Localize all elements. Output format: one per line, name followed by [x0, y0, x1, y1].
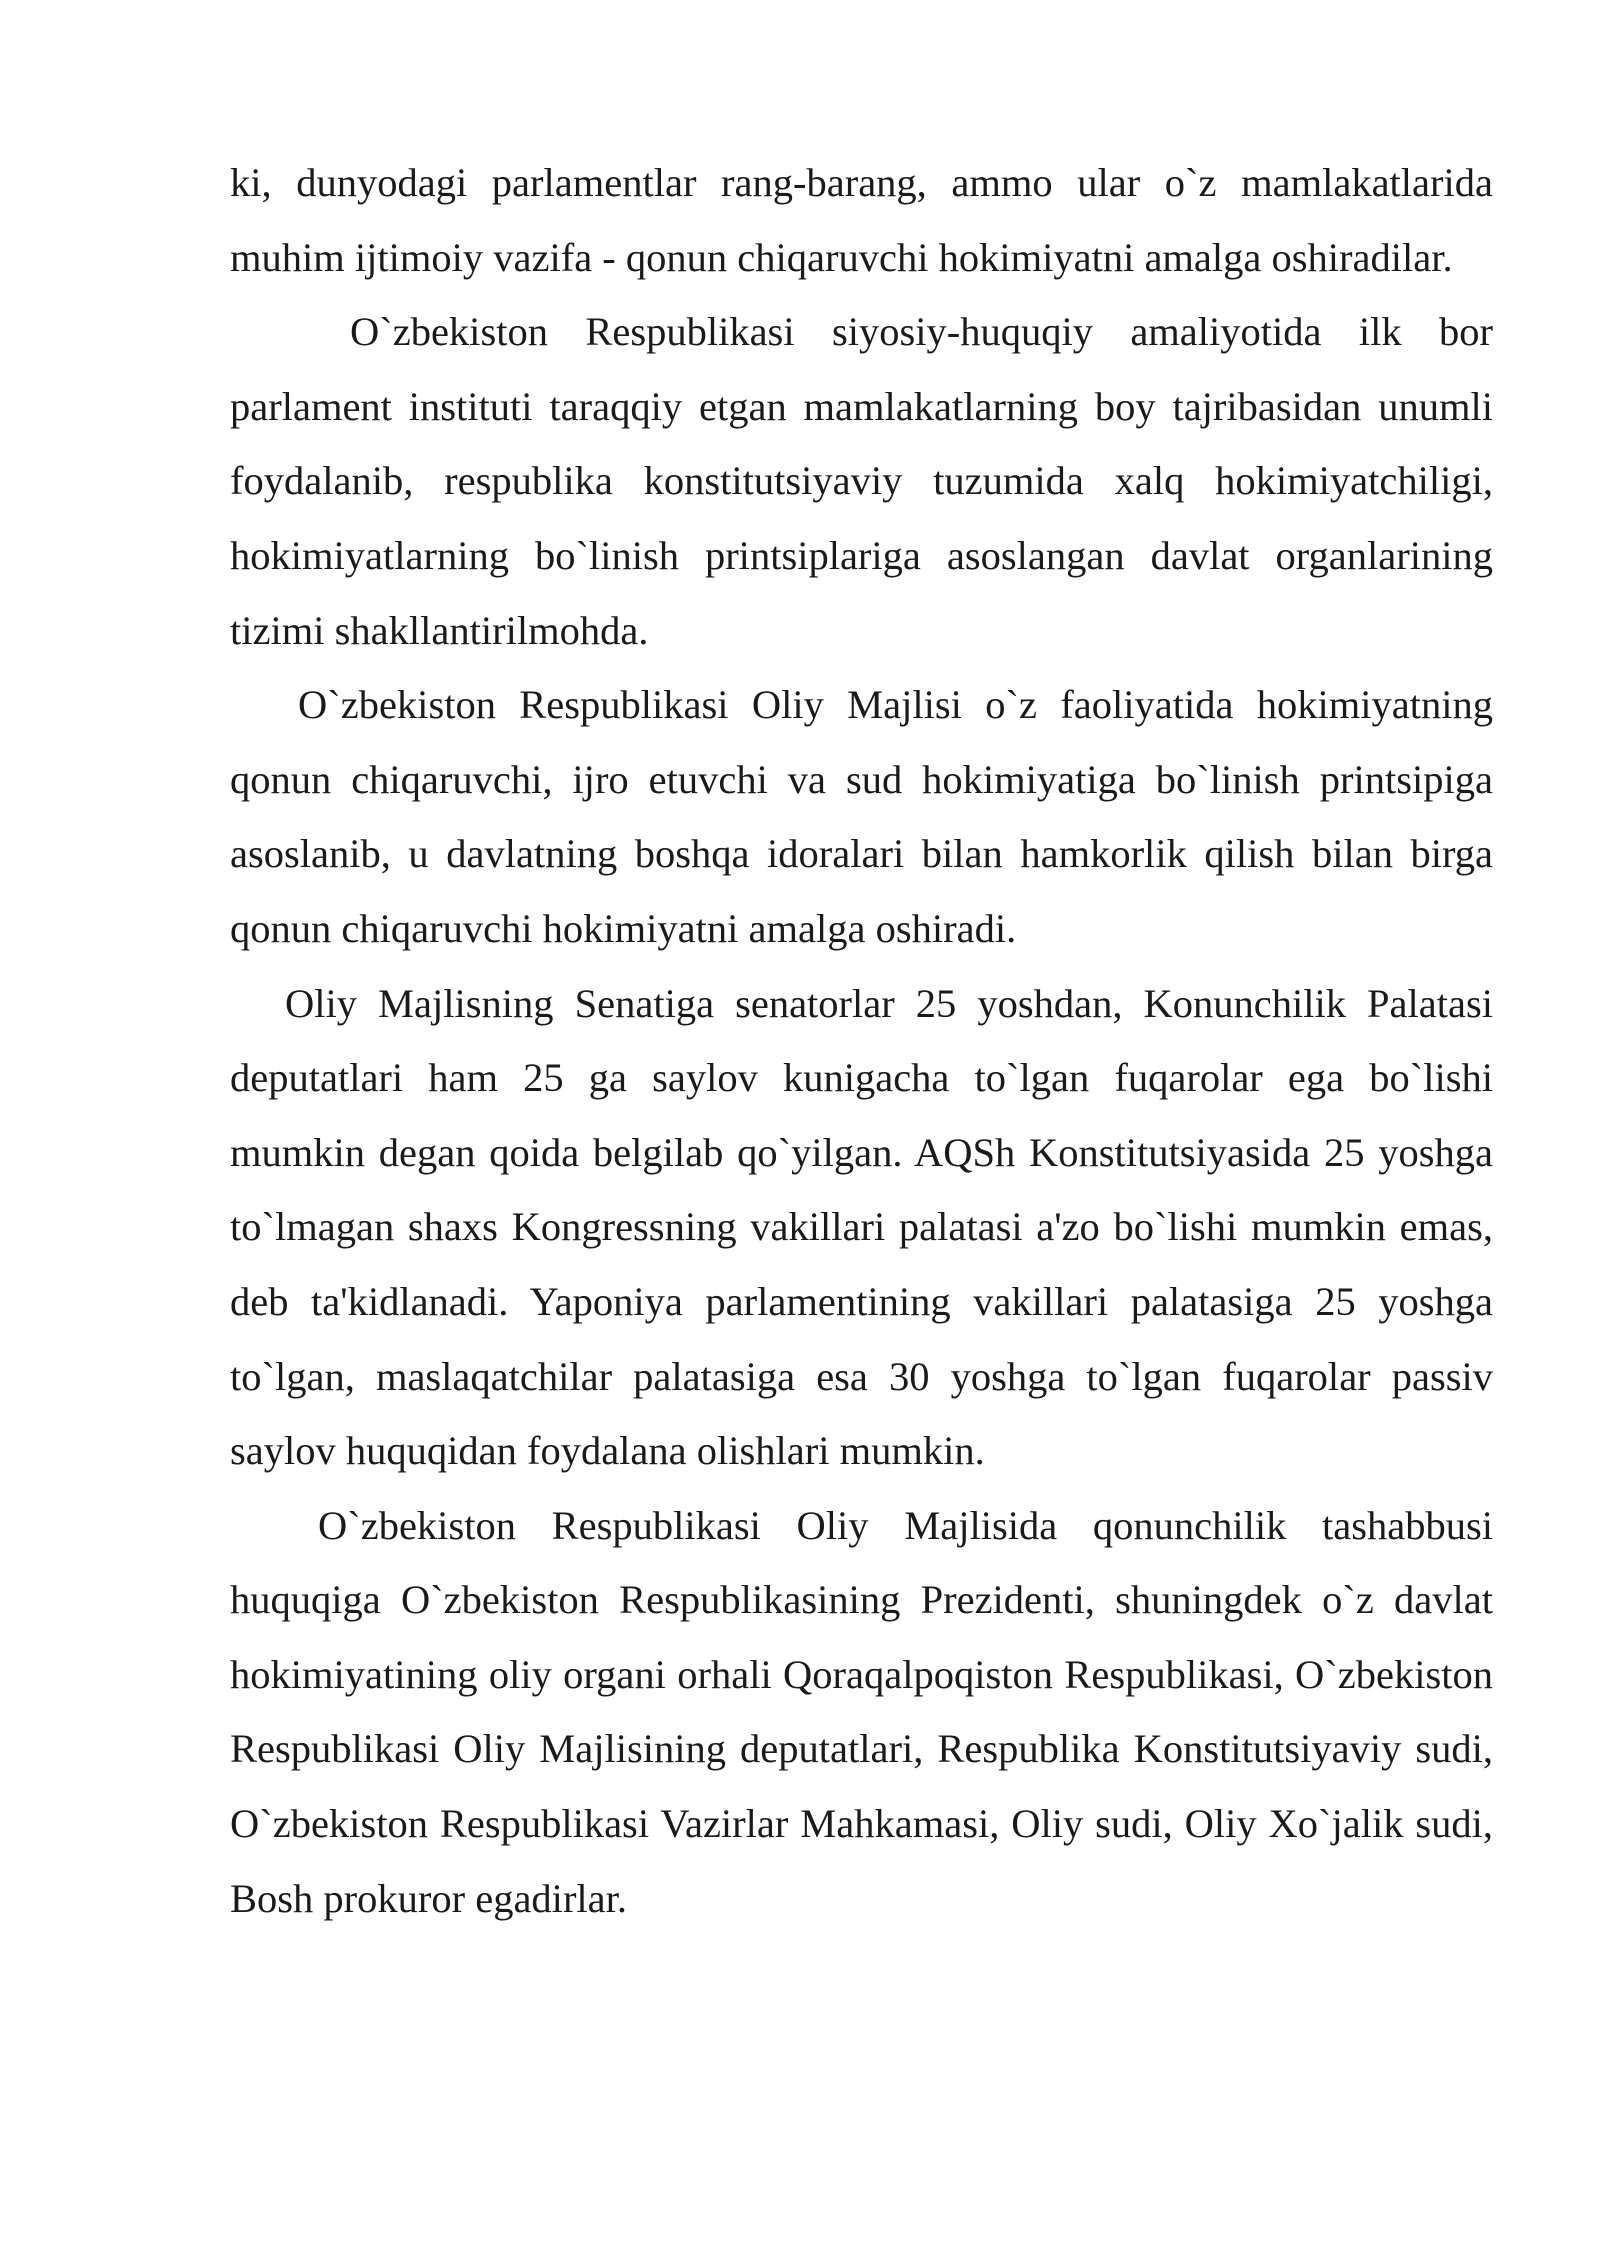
paragraph-parliament-institute: O`zbekiston Respublikasi siyosiy-huquqiy amaliyotida ilk bor parlament instituti taraqqiy etgan mamlakatlarning boy tajribasidan unumli foydalanib, respublika konstitutsiyaviy tuzumida xalq hokimiyatchiligi, hokimiyatlarning bo`linish printsiplariga asoslangan davlat organlarining tizimi shakllantirilmohda. — [230, 309, 1493, 653]
document-body — [230, 146, 1493, 1936]
paragraph-continued: ki, dunyodagi parlamentlar rang-barang, ammo ular o`z mamlakatlarida muhim ijtimoiy vazifa - qonun chiqaruvchi hokimiyatni amalga oshiradilar. — [230, 160, 1493, 280]
paragraph-legislative-initiative: O`zbekiston Respublikasi Oliy Majlisida qonunchilik tashabbusi huquqiga O`zbekiston Respublikasining Prezidenti, shuningdek o`z davlat hokimiyatining oliy organi orhali Qoraqalpoqiston Respublikasi, O`zbekiston Respublikasi Oliy Majlisining deputatlari, Respublika Konstitutsiyaviy sudi, O`zbekiston Respublikasi Vazirlar Mahkamasi, Oliy sudi, Oliy Xo`jalik sudi, Bosh prokuror egadirlar. — [230, 1502, 1493, 1921]
paragraph-age-requirements: Oliy Majlisning Senatiga senatorlar 25 yoshdan, Konunchilik Palatasi deputatlari ham 25 ga saylov kunigacha to`lgan fuqarolar ega bo`lishi mumkin degan qoida belgilab qo`yilgan. AQSh Konstitutsiyasida 25 yoshga to`lmagan shaxs Kongressning vakillari palatasi a'zo bo`lishi mumkin emas, deb ta'kidlanadi. Yaponiya parlamentining vakillari palatasiga 25 yoshga to`lgan, maslaqatchilar palatasiga esa 30 yoshga to`lgan fuqarolar passiv saylov huquqidan foydalana olishlari mumkin. — [230, 980, 1493, 1474]
paragraph-oliy-majlis-activity: O`zbekiston Respublikasi Oliy Majlisi o`z faoliyatida hokimiyatning qonun chiqaruvchi, ijro etuvchi va sud hokimiyatiga bo`linish printsipiga asoslanib, u davlatning boshqa idoralari bilan hamkorlik qilish bilan birga qonun chiqaruvchi hokimiyatni amalga oshiradi. — [230, 682, 1493, 951]
